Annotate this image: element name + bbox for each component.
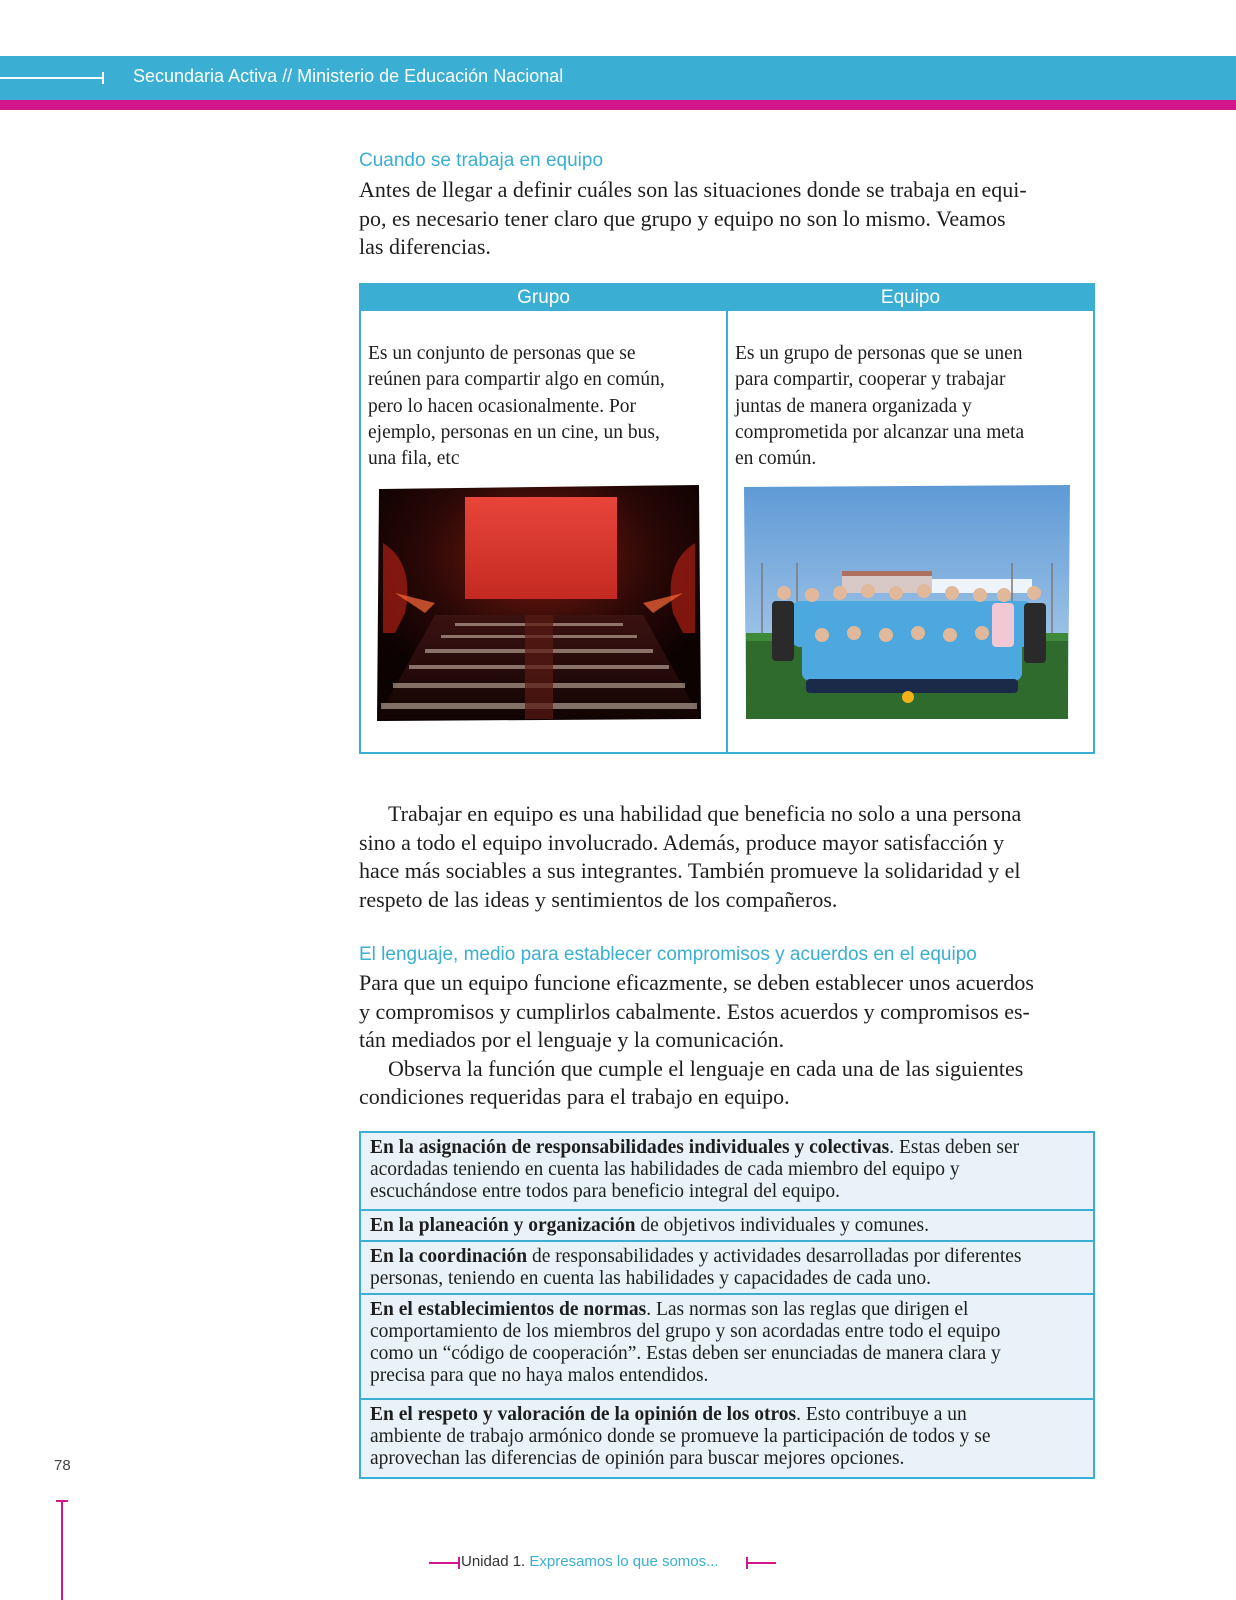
condition-title: En la asignación de responsabilidades individuales y colectivas	[370, 1137, 890, 1158]
footer-unit: Unidad 1.	[461, 1553, 526, 1570]
equipo-line: en común.	[735, 448, 817, 470]
cinema-photo	[375, 483, 703, 723]
header-tick	[102, 72, 104, 84]
intro-line: Antes de llegar a definir cuáles son las situaciones donde se trabaja en equi-	[359, 177, 1027, 202]
condition-text: escuchándose entre todos para beneficio integral del equipo.	[370, 1181, 840, 1202]
equipo-line: comprometida por alcanzar una meta	[735, 421, 1025, 443]
teamwork-line: Trabajar en equipo es una habilidad que beneficia no solo a una persona	[388, 801, 1022, 826]
footer-label	[461, 1553, 719, 1570]
condition-text: ambiente de trabajo armónico donde se promueve la participación de todos y se	[370, 1426, 991, 1447]
condition-title: En la coordinación	[370, 1246, 528, 1267]
footer-tick-left	[458, 1557, 460, 1569]
condition-row	[361, 1133, 1093, 1209]
condition-row	[361, 1240, 1093, 1293]
condition-title: En el establecimientos de normas	[370, 1299, 647, 1320]
condition-text: comportamiento de los miembros del grupo y son acordadas entre todo el equipo	[370, 1321, 1001, 1342]
equipo-line: para compartir, cooperar y trabajar	[735, 369, 1006, 391]
teamwork-paragraph	[359, 800, 1094, 914]
condition-text: aprovechan las diferencias de opinión para buscar mejores opciones.	[370, 1448, 905, 1469]
header-line	[0, 77, 104, 79]
condition-title: En el respeto y valoración de la opinión de los otros	[370, 1404, 797, 1425]
condition-text: de responsabilidades y actividades desarrolladas por diferentes	[527, 1246, 1022, 1267]
footer-line-right	[746, 1562, 776, 1564]
lenguaje-line: condiciones requeridas para el trabajo en equipo.	[359, 1084, 790, 1109]
grupo-line: pero lo hacen ocasionalmente. Por	[368, 395, 637, 417]
teamwork-line: respeto de las ideas y sentimientos de los compañeros.	[359, 886, 838, 912]
teamwork-line: sino a todo el equipo involucrado. Además, produce mayor satisfacción y	[359, 829, 1005, 855]
condition-row	[361, 1293, 1093, 1398]
header-title: Secundaria Activa // Ministerio de Educación Nacional	[133, 66, 564, 86]
lenguaje-paragraph	[359, 969, 1094, 1112]
grupo-header: Grupo	[361, 285, 726, 311]
comparison-table	[359, 283, 1095, 754]
condition-text: de objetivos individuales y comunes.	[635, 1215, 929, 1236]
condition-text: precisa para que no haya malos entendidos.	[370, 1365, 709, 1386]
equipo-line: juntas de manera organizada y	[735, 395, 972, 417]
header-magenta-stripe	[0, 100, 1236, 110]
equipo-header: Equipo	[728, 285, 1093, 311]
condition-text: como un “código de cooperación”. Estas deben ser enunciadas de manera clara y	[370, 1343, 1001, 1364]
condition-text: . Las normas son las reglas que dirigen el	[646, 1299, 969, 1320]
footer-subtitle: Expresamos lo que somos...	[525, 1553, 719, 1570]
grupo-line: reúnen para compartir algo en común,	[368, 369, 665, 391]
column-divider	[726, 285, 728, 752]
grupo-line: una fila, etc	[368, 448, 460, 470]
condition-row	[361, 1209, 1093, 1240]
condition-text: acordadas teniendo en cuenta las habilidades de cada miembro del equipo y	[370, 1159, 960, 1180]
intro-line: las diferencias.	[359, 234, 491, 259]
teamwork-line: hace más sociables a sus integrantes. También promueve la solidaridad y el	[359, 858, 1021, 883]
section-heading-lenguaje: El lenguaje, medio para establecer compromisos y acuerdos en el equipo	[359, 944, 977, 965]
grupo-line: Es un conjunto de personas que se	[368, 343, 636, 364]
grupo-line: ejemplo, personas en un cine, un bus,	[368, 421, 660, 443]
condition-text: personas, teniendo en cuenta las habilidades y capacidades de cada uno.	[370, 1268, 931, 1289]
equipo-definition	[735, 341, 1075, 472]
lenguaje-line: Observa la función que cumple el lenguaje en cada una de las siguientes	[388, 1055, 1024, 1081]
intro-line: po, es necesario tener claro que grupo y equipo no son lo mismo. Veamos	[359, 205, 1006, 231]
lenguaje-line: tán mediados por el lenguaje y la comunicación.	[359, 1027, 785, 1052]
lenguaje-line: y compromisos y cumplirlos cabalmente. Estos acuerdos y compromisos es-	[359, 998, 1030, 1024]
section-heading-equipo: Cuando se trabaja en equipo	[359, 150, 604, 171]
condition-text: . Esto contribuye a un	[796, 1404, 967, 1425]
condition-title: En la planeación y organización	[370, 1215, 636, 1236]
condition-text: . Estas deben ser	[889, 1137, 1020, 1158]
side-marker	[61, 1500, 63, 1600]
condition-row	[361, 1398, 1093, 1477]
footer-line-left	[429, 1562, 459, 1564]
intro-paragraph	[359, 176, 1094, 262]
page-number: 78	[54, 1457, 71, 1474]
grupo-definition	[368, 341, 708, 472]
team-photo	[742, 483, 1072, 721]
equipo-line: Es un grupo de personas que se unen	[735, 343, 1023, 364]
conditions-table	[359, 1131, 1095, 1479]
lenguaje-line: Para que un equipo funcione eficazmente, se deben establecer unos acuerdos	[359, 970, 1034, 995]
